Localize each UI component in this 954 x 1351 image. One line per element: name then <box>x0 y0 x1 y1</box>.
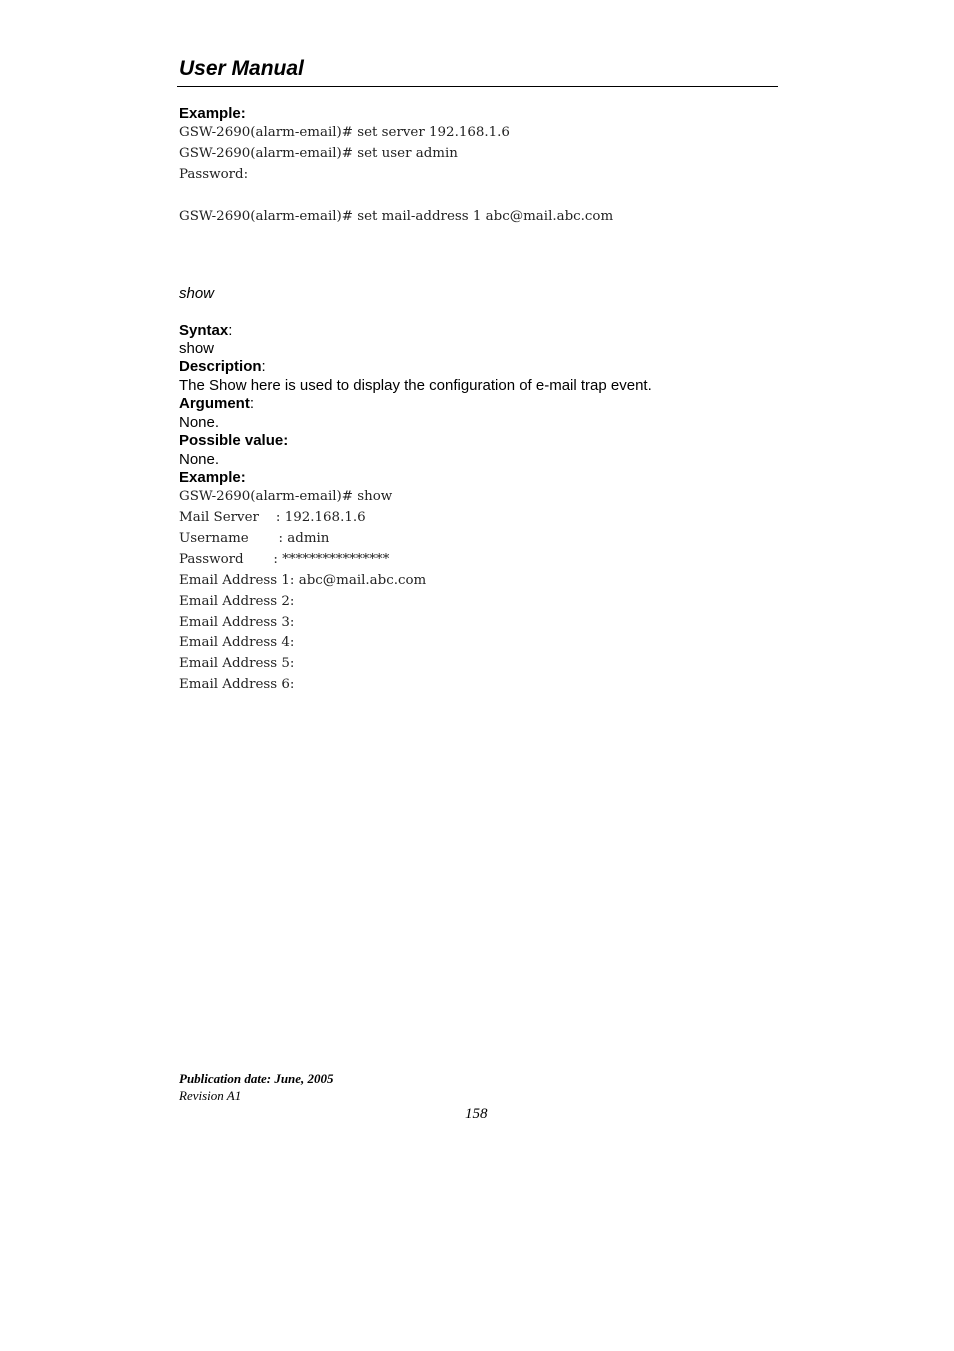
example-code-line: Username : admin <box>179 531 330 546</box>
argument-value: None. <box>179 414 220 431</box>
page-title: User Manual <box>179 57 304 80</box>
example-code-line: GSW-2690(alarm-email)# set mail-address 1 abc@mail.abc.com <box>179 209 614 224</box>
example-code-line: GSW-2690(alarm-email)# set server 192.168.1.6 <box>179 125 510 140</box>
possible-value-label: Possible value: <box>179 432 289 449</box>
description-value: The Show here is used to display the configuration of e-mail trap event. <box>179 377 652 394</box>
example-code-line: Email Address 5: <box>179 656 295 671</box>
example-code-line: GSW-2690(alarm-email)# show <box>179 489 393 504</box>
page-number: 158 <box>465 1106 488 1122</box>
example-code-line: Email Address 3: <box>179 615 295 630</box>
argument-label-row <box>179 395 254 413</box>
example-heading: Example: <box>179 105 246 122</box>
syntax-value: show <box>179 340 215 357</box>
example-code-line: GSW-2690(alarm-email)# set user admin <box>179 146 458 161</box>
command-name: show <box>179 285 215 302</box>
description-label: Description <box>179 358 262 375</box>
syntax-colon: : <box>228 322 233 339</box>
example-heading: Example: <box>179 469 246 486</box>
example-code-line: Email Address 6: <box>179 677 295 692</box>
publication-date: Publication date: June, 2005 <box>179 1071 334 1086</box>
page-header <box>177 56 778 87</box>
example-code-line: Email Address 2: <box>179 594 295 609</box>
example-code-line: Mail Server : 192.168.1.6 <box>179 510 366 525</box>
example-code-line: Email Address 1: abc@mail.abc.com <box>179 573 427 588</box>
description-label-row <box>179 358 266 376</box>
syntax-label-row <box>179 322 232 340</box>
argument-label: Argument <box>179 395 250 412</box>
example-code-line: Password : **************** <box>179 552 390 567</box>
argument-colon: : <box>249 395 255 412</box>
description-colon: : <box>261 358 266 375</box>
revision: Revision A1 <box>179 1088 242 1103</box>
possible-value: None. <box>179 451 220 468</box>
example-code-line: Email Address 4: <box>179 635 295 650</box>
syntax-label: Syntax <box>179 322 229 339</box>
example-code-line: Password: <box>179 167 249 182</box>
